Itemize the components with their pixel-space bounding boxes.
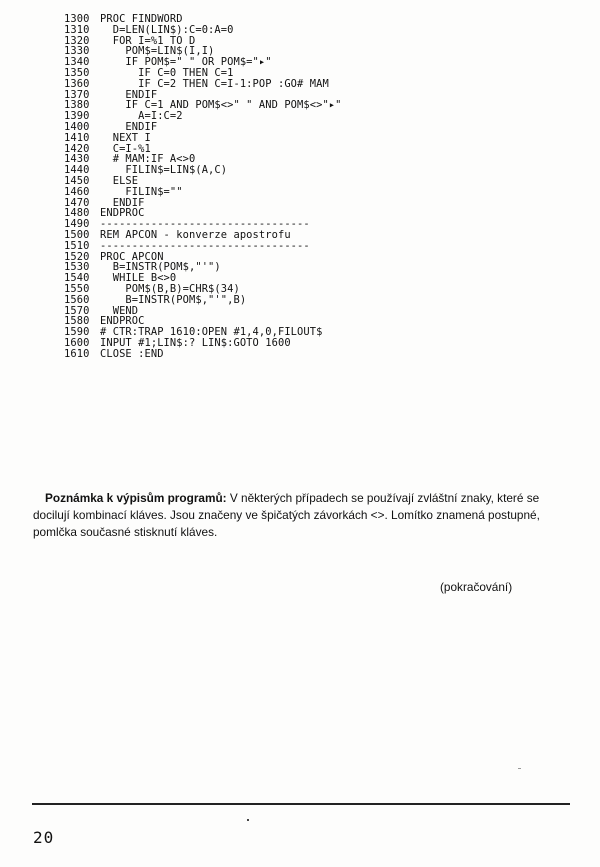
code-text: REM APCON - konverze apostrofu xyxy=(100,228,291,241)
code-text: INPUT #1;LIN$:? LIN$:GOTO 1600 xyxy=(100,336,291,349)
code-text: PROC APCON xyxy=(100,250,164,263)
code-text: --------------------------------- xyxy=(100,239,310,252)
line-number: 1590 xyxy=(64,326,90,339)
note-lead: Poznámka k výpisům programů: xyxy=(45,491,227,505)
code-text: ENDIF xyxy=(100,88,158,101)
code-text: IF C=0 THEN C=1 xyxy=(100,66,234,79)
line-number: 1380 xyxy=(64,99,90,112)
line-number: 1510 xyxy=(64,239,90,252)
line-number: 1610 xyxy=(64,347,90,360)
code-text: # MAM:IF A<>0 xyxy=(100,153,196,166)
footer-rule xyxy=(32,803,570,805)
continuation-label: (pokračování) xyxy=(440,580,513,594)
code-text: WEND xyxy=(100,304,139,317)
code-text: POM$=LIN$(I,I) xyxy=(100,45,215,58)
code-text: ENDPROC xyxy=(100,315,145,328)
line-number: 1460 xyxy=(64,185,90,198)
line-number: 1400 xyxy=(64,120,90,133)
line-number: 1340 xyxy=(64,56,90,69)
line-number: 1420 xyxy=(64,142,90,155)
line-number: 1530 xyxy=(64,261,90,274)
line-number: 1480 xyxy=(64,207,90,220)
program-listing xyxy=(64,14,484,360)
print-speck xyxy=(518,768,521,769)
line-number: 1600 xyxy=(64,336,90,349)
line-number: 1390 xyxy=(64,110,90,123)
code-text: # CTR:TRAP 1610:OPEN #1,4,0,FILOUT$ xyxy=(100,326,323,339)
code-text: WHILE B<>0 xyxy=(100,272,177,285)
code-text: B=INSTR(POM$,"'") xyxy=(100,261,221,274)
code-text: NEXT I xyxy=(100,131,151,144)
code-text: A=I:C=2 xyxy=(100,110,183,123)
line-number: 1580 xyxy=(64,315,90,328)
code-text: C=I-%1 xyxy=(100,142,151,155)
code-text: CLOSE :END xyxy=(100,347,164,360)
code-text: B=INSTR(POM$,"'",B) xyxy=(100,293,247,306)
line-number: 1490 xyxy=(64,218,90,231)
line-number: 1300 xyxy=(64,13,90,25)
code-text: IF C=2 THEN C=I-1:POP :GO# MAM xyxy=(100,77,329,90)
line-number: 1350 xyxy=(64,66,90,79)
program-note xyxy=(33,490,573,541)
code-line xyxy=(64,349,484,360)
line-number: 1440 xyxy=(64,164,90,177)
line-number: 1470 xyxy=(64,196,90,209)
code-text: FILIN$=LIN$(A,C) xyxy=(100,164,228,177)
code-text: FOR I=%1 TO D xyxy=(100,34,196,47)
line-number: 1550 xyxy=(64,282,90,295)
line-number: 1520 xyxy=(64,250,90,263)
line-number: 1500 xyxy=(64,228,90,241)
line-number: 1430 xyxy=(64,153,90,166)
page-number: 20 xyxy=(33,828,55,847)
line-number: 1540 xyxy=(64,272,90,285)
code-text: FILIN$="" xyxy=(100,185,183,198)
line-number: 1450 xyxy=(64,174,90,187)
line-number: 1560 xyxy=(64,293,90,306)
code-text: ENDIF xyxy=(100,120,158,133)
code-text: IF POM$=" " OR POM$="▸" xyxy=(100,56,272,69)
line-number: 1570 xyxy=(64,304,90,317)
code-text: ELSE xyxy=(100,174,139,187)
line-number: 1360 xyxy=(64,77,90,90)
code-text: --------------------------------- xyxy=(100,218,310,231)
code-text: POM$(B,B)=CHR$(34) xyxy=(100,282,240,295)
code-text: ENDIF xyxy=(100,196,145,209)
print-dot xyxy=(247,819,249,821)
line-number: 1310 xyxy=(64,23,90,36)
line-number: 1370 xyxy=(64,88,90,101)
line-number: 1330 xyxy=(64,45,90,58)
note-body: V některých případech se používají zvláštní znaky, které se docilují kombinací kláves. Jsou značeny ve špičatých závorkách <>. Lomítko znamená postupné, pomlčka současné stisknutí kláves. xyxy=(33,491,540,539)
code-text: ENDPROC xyxy=(100,207,145,220)
line-number: 1320 xyxy=(64,34,90,47)
line-number: 1410 xyxy=(64,131,90,144)
code-text: PROC FINDWORD xyxy=(100,13,183,25)
code-text: IF C=1 AND POM$<>" " AND POM$<>"▸" xyxy=(100,99,342,112)
code-text: D=LEN(LIN$):C=0:A=0 xyxy=(100,23,234,36)
